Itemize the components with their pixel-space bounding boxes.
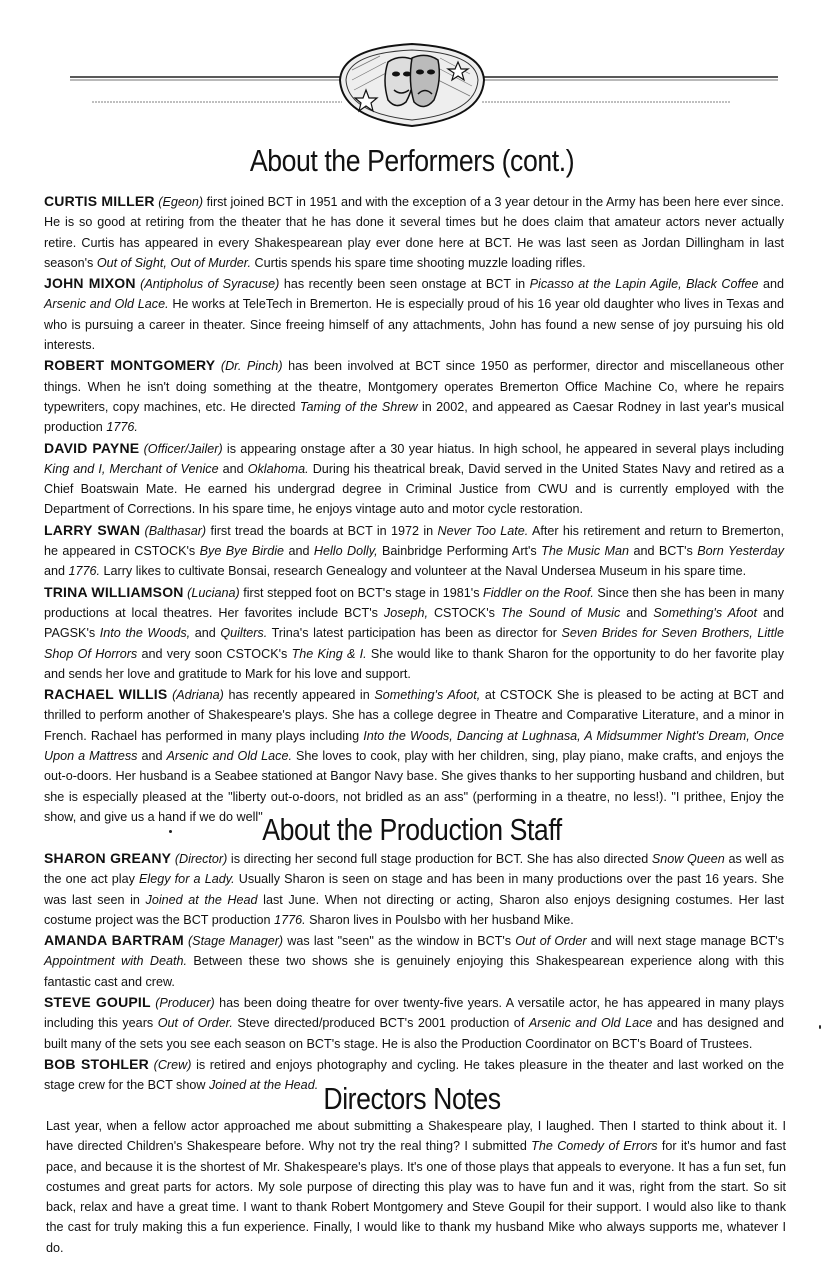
person-name: JOHN MIXON: [44, 275, 136, 292]
staff-bio: [44, 992, 784, 1054]
person-name: DAVID PAYNE: [44, 439, 140, 456]
body-text: During his theatrical break, David served in the United States Navy and retired as a Chief Boatswain Mate. He earned his undergrad degree in Criminal Justice from CWU and is currently employed with the Department of Corrections. In his spare time, he enjoys vintage auto and motor cycle restoration.: [44, 461, 784, 517]
italic-text: Arsenic and Old Lace.: [44, 297, 169, 312]
body-text: is appearing onstage after a 30 year hiatus. In high school, he appeared in several plays including: [222, 441, 784, 456]
italic-text: (Crew): [153, 1057, 192, 1072]
italic-text: 1776.: [106, 420, 138, 435]
stray-mark: [819, 1025, 821, 1029]
body-text: and: [620, 605, 654, 620]
body-text: and: [137, 749, 167, 764]
body-text: and BCT's: [629, 544, 698, 559]
body-text: and: [44, 564, 69, 579]
body-text: is directing her second full stage production for BCT. She has also directed: [227, 852, 652, 866]
person-name: SHARON GREANY: [44, 850, 172, 866]
italic-text: (Egeon): [158, 195, 204, 209]
directors-notes-title: Directors Notes: [323, 1081, 501, 1116]
body-text: as well as the one act play: [44, 852, 784, 887]
body-text: and: [218, 461, 248, 476]
performers-list: [44, 191, 784, 827]
body-text: Last year, when a fellow actor approached me about submitting a Shakespeare play, I laughed. Then I started to think about it. I have directed Children's Shakespeare before. Why not try the real thing? I submitted: [46, 1119, 786, 1154]
italic-text: The Music Man: [541, 544, 630, 559]
person-name: AMANDA BARTRAM: [44, 932, 184, 949]
theater-masks-emblem-icon: [0, 40, 824, 130]
italic-text: (Producer): [155, 996, 215, 1011]
body-text: Usually Sharon is seen on stage and has been in many productions over the past 16 years. She was last seen in: [44, 872, 784, 907]
body-text: Since then she has been in many productions at local theatres. Her favorites include BCT's: [44, 585, 784, 620]
italic-text: Something's Afoot,: [374, 688, 481, 703]
person-name: RACHAEL WILLIS: [44, 686, 168, 703]
italic-text: Something's Afoot: [653, 605, 758, 620]
italic-text: The King & I.: [291, 646, 367, 661]
italic-text: Into the Woods,: [99, 626, 191, 641]
body-text: first tread the boards at BCT in 1972 in: [206, 523, 438, 538]
italic-text: Joined at the Head: [145, 892, 258, 907]
body-text: at CSTOCK She is pleased to be acting at BCT and thrilled to perform another of Shakespeare's plays. She has a college degree in Theatre and Comparative Literature, and a minor in French. Rachael has performed in many plays including: [44, 688, 785, 743]
body-text: in 2002, and appeared as Caesar Rodney in last year's musical production: [44, 399, 784, 435]
performer-bio: [44, 355, 784, 437]
italic-text: King and I, Merchant of Venice: [44, 461, 219, 476]
person-name: ROBERT MONTGOMERY: [44, 357, 216, 374]
italic-text: Hello Dolly,: [313, 544, 378, 559]
italic-text: Arsenic and Old Lace.: [166, 749, 292, 764]
performer-bio: [44, 438, 784, 520]
body-text: has been doing theatre for over twenty-five years. A versatile actor, he has appeared in many plays including this years: [44, 996, 784, 1031]
body-text: and: [758, 277, 784, 292]
performer-bio: [44, 582, 784, 684]
italic-text: Joined at the Head.: [208, 1078, 319, 1093]
italic-text: Quilters.: [220, 626, 268, 641]
body-text: last June. When not directing or acting, Sharon also enjoys designing costumes. Her last costume project was the BCT production: [44, 892, 784, 927]
body-text: Trina's latest participation has been as director for: [267, 626, 562, 641]
italic-text: Oklahoma.: [247, 461, 309, 476]
italic-text: Seven Brides for Seven Brothers, Little Shop Of Horrors: [44, 626, 784, 661]
italic-text: Arsenic and Old Lace: [528, 1016, 653, 1031]
body-text: Sharon lives in Poulsbo with her husband Mike.: [305, 912, 574, 927]
performer-bio: [44, 273, 784, 355]
body-text: has recently appeared in: [223, 688, 375, 703]
body-text: Steve directed/produced BCT's 2001 production of: [232, 1016, 529, 1031]
italic-text: Born Yesterday: [697, 544, 784, 559]
italic-text: (Officer/Jailer): [143, 441, 223, 456]
body-text: Curtis spends his spare time shooting muzzle loading rifles.: [251, 255, 586, 270]
italic-text: Out of Order.: [157, 1016, 233, 1031]
italic-text: Into the Woods, Dancing at Lughnasa, A Midsummer Night's Dream, Once Upon a Mattress: [44, 728, 784, 764]
italic-text: 1776.: [68, 564, 101, 579]
body-text: is retired and enjoys photography and cycling. He takes pleasure in the theater and last worked on the stage crew for the BCT show: [44, 1057, 785, 1093]
italic-text: Joseph,: [383, 605, 428, 620]
person-name: STEVE GOUPIL: [44, 994, 151, 1011]
italic-text: Taming of the Shrew: [299, 399, 418, 414]
performer-bio: [44, 520, 784, 582]
staff-bio: [44, 848, 784, 930]
staff-list: [44, 848, 784, 1096]
body-text: She would like to thank Sharon for the opportunity to do her favorite play and sends her love and gratitude to Mark for his love and support.: [44, 646, 784, 681]
italic-text: Snow Queen: [651, 852, 725, 866]
body-text: and very soon CSTOCK's: [137, 646, 292, 661]
body-text: was last "seen" as the window in BCT's: [283, 934, 516, 949]
body-text: After his retirement and return to Bremerton, he appeared in CSTOCK's: [44, 523, 785, 559]
italic-text: Never Too Late.: [437, 523, 529, 538]
italic-text: Appointment with Death.: [44, 954, 187, 969]
person-name: LARRY SWAN: [44, 521, 141, 538]
italic-text: The Comedy of Errors: [531, 1139, 658, 1154]
body-text: Between these two shows she is genuinely enjoying this Shakespearean experience along with this fantastic cast and crew.: [44, 954, 784, 989]
italic-text: (Luciana): [187, 585, 240, 600]
body-text: for it's humor and fast pace, and because it is the shortest of Mr. Shakespeare's plays. It's one of those plays that appeals to everyone. It has a fun set, fun costumes and great parts for actors. My sole purpose of directing this play was to have fun and it was, right from the start. So sit back, relax and have a great time. I want to thank Robert Montgomery and Steve Goupil for their support. I would also like to thank the cast for truly making this a fun experience. Finally, I would like to thank my husband Mike who always supports me, whatever I do.: [46, 1139, 786, 1255]
body-text: has been involved at BCT since 1950 as performer, director and miscellaneous other things. When he isn't doing something at the theatre, Montgomery operates Bremerton Office Machine Co, where he repairs typewriters, copy machines, etc. He directed: [44, 359, 784, 414]
body-text: first stepped foot on BCT's stage in 1981's: [239, 585, 484, 600]
body-text: Bainbridge Performing Art's: [377, 544, 542, 559]
body-text: and will next stage manage BCT's: [586, 934, 784, 949]
staff-bio: [44, 930, 784, 992]
italic-text: 1776.: [274, 912, 306, 927]
body-text: and: [190, 626, 221, 641]
body-text: and PAGSK's: [44, 605, 784, 641]
performers-section-title: About the Performers (cont.): [249, 143, 575, 178]
person-name: TRINA WILLIAMSON: [44, 583, 184, 600]
italic-text: (Director): [174, 852, 228, 866]
body-text: CSTOCK's: [428, 605, 501, 620]
italic-text: (Balthasar): [144, 523, 207, 538]
performer-bio: [44, 684, 784, 827]
directors-notes-body: [46, 1116, 786, 1258]
italic-text: Bye Bye Birdie: [199, 544, 285, 559]
directors-notes-paragraph: [46, 1116, 786, 1258]
body-text: and has designed and built many of the sets you see each season on BCT's stage. He is also the Production Coordinator on BCT's Board of Trustees.: [44, 1016, 784, 1051]
person-name: CURTIS MILLER: [44, 193, 155, 209]
body-text: has recently been seen onstage at BCT in: [279, 277, 530, 292]
italic-text: Fiddler on the Roof.: [483, 585, 594, 600]
italic-text: Out of Order: [515, 934, 587, 949]
italic-text: (Antipholus of Syracuse): [140, 277, 280, 292]
body-text: Larry likes to cultivate Bonsai, research Genealogy and volunteer at the Naval Undersea Museum in his spare time.: [100, 564, 747, 579]
italic-text: (Dr. Pinch): [220, 359, 283, 374]
italic-text: (Stage Manager): [187, 934, 284, 949]
italic-text: The Sound of Music: [500, 605, 621, 620]
italic-text: Out of Sight, Out of Murder.: [96, 255, 252, 270]
body-text: first joined BCT in 1951 and with the exception of a 3 year detour in the Army has been here ever since. He is so good at retiring from the theater that he has done it several times but he does claim that amateur actors never actually retire. Curtis has appeared in every Shakespearean play ever done here at BCT. He was last seen as Jordan Dillingham in last season's: [44, 195, 785, 270]
body-text: She loves to cook, play with her children, sing, play piano, make crafts, and enjoys the out-o-doors. Her husband is a Seabee stationed at Bangor Navy base. She gives thanks to her supporting husband and children, but she is especially pleased at the "liberty out-o-doors, not bridled as an ass" (performing in a theatre, no less!). "I prithee, Enjoy the show, and give us a hand if we do well": [44, 749, 784, 824]
performer-bio: [44, 191, 784, 273]
body-text: He works at TeleTech in Bremerton. He is especially proud of his 16 year old daughter who lives in Texas and who is pursuing a career in theater. Since freeing himself of any attachments, John has found a new sense of joy pursuing his old interests.: [44, 297, 784, 353]
body-text: and: [284, 544, 314, 559]
italic-text: Picasso at the Lapin Agile, Black Coffee: [529, 277, 759, 292]
italic-text: (Adriana): [172, 688, 224, 703]
italic-text: Elegy for a Lady.: [139, 872, 235, 887]
person-name: BOB STOHLER: [44, 1055, 149, 1072]
staff-section-title: About the Production Staff: [262, 812, 562, 847]
